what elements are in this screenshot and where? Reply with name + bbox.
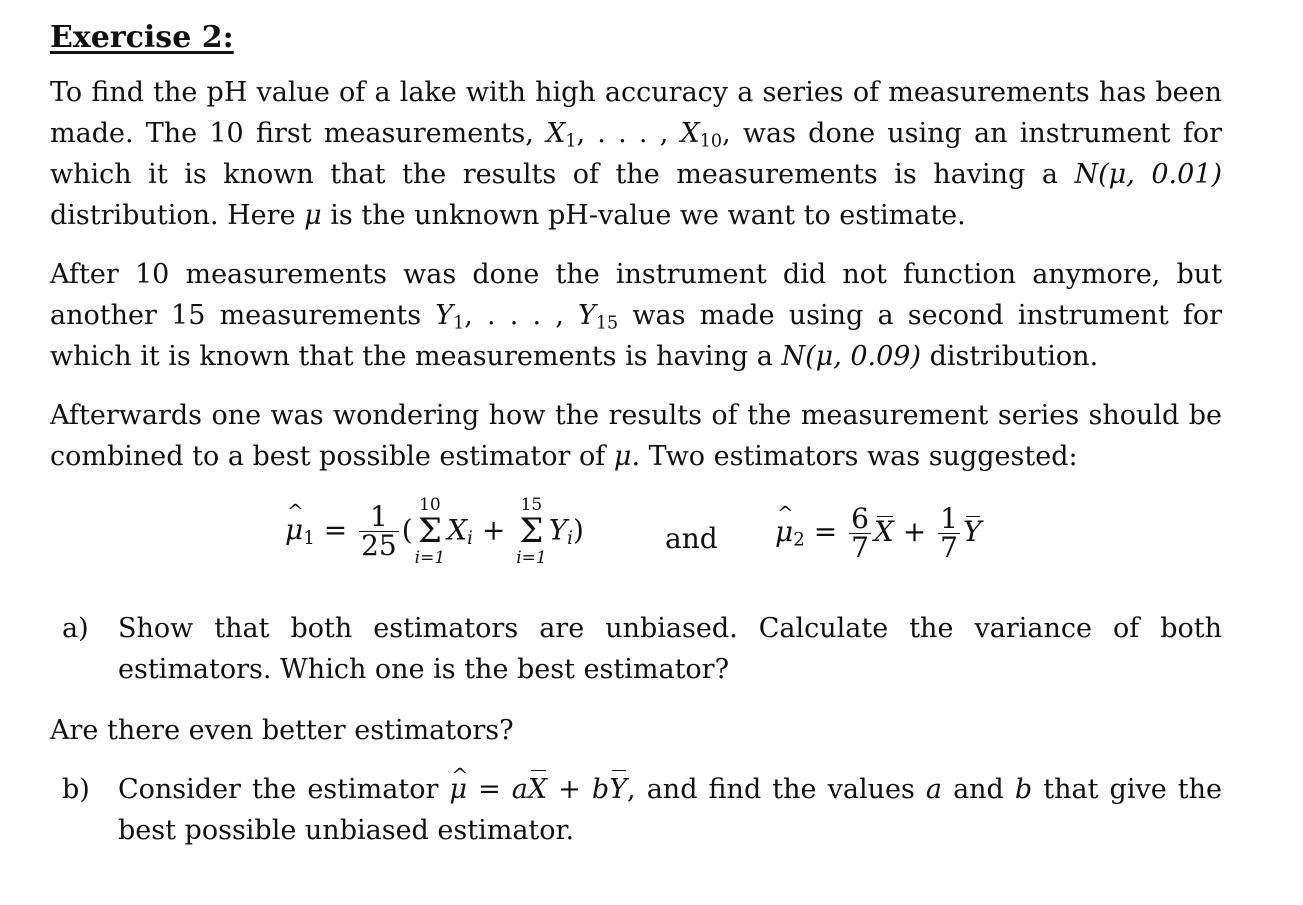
x-variable: X [447,513,468,547]
x-variable: X [546,118,566,149]
sum-upper-limit: 10 [419,495,441,515]
paragraph-estimators [50,395,1222,477]
subscript-2: 2 [793,529,805,551]
x-variable: X [680,118,700,149]
subscript-i: i [467,527,473,549]
second-text-2: was made using a second instrument for which it is known that the measurements is having a [50,300,1222,372]
mu-hat-symbol: ^ μ [449,769,467,810]
subscript-1: 1 [303,527,315,549]
fraction-denominator: 7 [851,531,869,564]
y-variable: Y [578,300,596,331]
mu-hat-symbol: ^ μ [775,515,793,548]
equals-sign: = [813,515,838,548]
mu-symbol: μ [304,200,322,231]
question-b-text-1: Consider the estimator [118,774,450,805]
paragraph-intro [50,72,1222,236]
normal-distribution-1: N(μ, 0.01) [1074,159,1222,190]
subscript-15: 15 [595,313,619,334]
sum-x [415,497,446,567]
subscript-10: 10 [699,131,723,152]
fraction-6-7 [849,502,871,564]
open-paren: ( [401,513,413,547]
exercise-title: Exercise 2: [50,20,234,55]
sum-y [516,497,547,567]
fraction-denominator: 7 [940,531,958,564]
y-variable: Y [435,300,454,331]
normal-distribution-2: N(μ, 0.09) [781,341,922,372]
fraction-numerator: 1 [940,502,958,535]
and-word: and [942,774,1015,805]
subscript-i: i [567,527,573,549]
subscript-1: 1 [453,313,465,334]
question-b-label: b) [62,774,90,805]
estimators-text-1: Afterwards one was wondering how the results of the measurement series should be combined to a best possible estimator of [50,400,1222,472]
and-connector: and [665,522,718,555]
question-a-text: Show that both estimators are unbiased. Calculate the variance of both estimators. Which one is the best estimator? [118,613,1222,685]
intro-text-2: , was done using an instrument for which it is known that the results of the measurements is having a [50,118,1222,190]
ellipsis: , . . . , [464,300,579,331]
x-bar: X [873,515,894,548]
question-b-text-3: that give the best possible unbiased estimator. [118,774,1222,846]
ellipsis: , . . . , [576,118,681,149]
close-paren: ) [573,513,584,547]
fraction-numerator: 1 [359,503,399,532]
intro-text-4: is the unknown pH-value we want to estimate. [321,200,966,231]
x-bar: X [528,769,547,810]
mu-hat-symbol: ^ μ [285,513,303,546]
question-b [50,769,1222,851]
fraction-denominator: 25 [361,529,397,563]
better-estimators-question: Are there even better estimators? [50,715,514,746]
plus-sign: + [547,774,592,805]
subscript-1: 1 [565,131,577,152]
estimator-2-formula [775,502,982,564]
estimator-formulas [50,495,1222,590]
intro-text-3: distribution. Here [50,200,305,231]
equals-sign: = [467,774,512,805]
equals-sign: = [323,513,348,547]
y-bar: Y [962,515,982,548]
paragraph-second-instrument [50,254,1222,377]
question-a-label: a) [62,613,89,644]
sum-symbol: Σ [519,511,544,551]
sum-lower-limit: i=1 [516,547,547,568]
sum-symbol: Σ [417,511,442,551]
fraction-1-25 [359,500,399,563]
y-bar: Y [609,769,627,810]
coefficient-b: b [591,774,610,805]
plus-sign: + [902,515,927,548]
y-variable: Y [548,513,568,547]
sum-lower-limit: i=1 [414,547,446,568]
coefficient-a: a [925,774,942,805]
mu-symbol: μ [613,441,632,472]
second-text-3: distribution. [921,341,1099,372]
fraction-numerator: 6 [851,502,869,535]
exercise-page [50,18,1222,871]
coefficient-a: a [511,774,528,805]
sum-upper-limit: 15 [520,495,543,515]
fraction-1-7 [938,502,960,564]
second-text-1: After 10 measurements was done the instrument did not function anymore, but another 15 measurements [50,259,1222,331]
question-b-text-2: , and find the values [627,774,926,805]
plus-sign: + [481,513,506,547]
question-a [50,608,1222,690]
estimators-text-2: . Two estimators was suggested: [631,441,1078,472]
coefficient-b: b [1014,774,1033,805]
estimator-1-formula [285,497,584,567]
intro-text-1: To find the pH value of a lake with high accuracy a series of measurements has been made. The 10 first measurements, [50,77,1222,149]
